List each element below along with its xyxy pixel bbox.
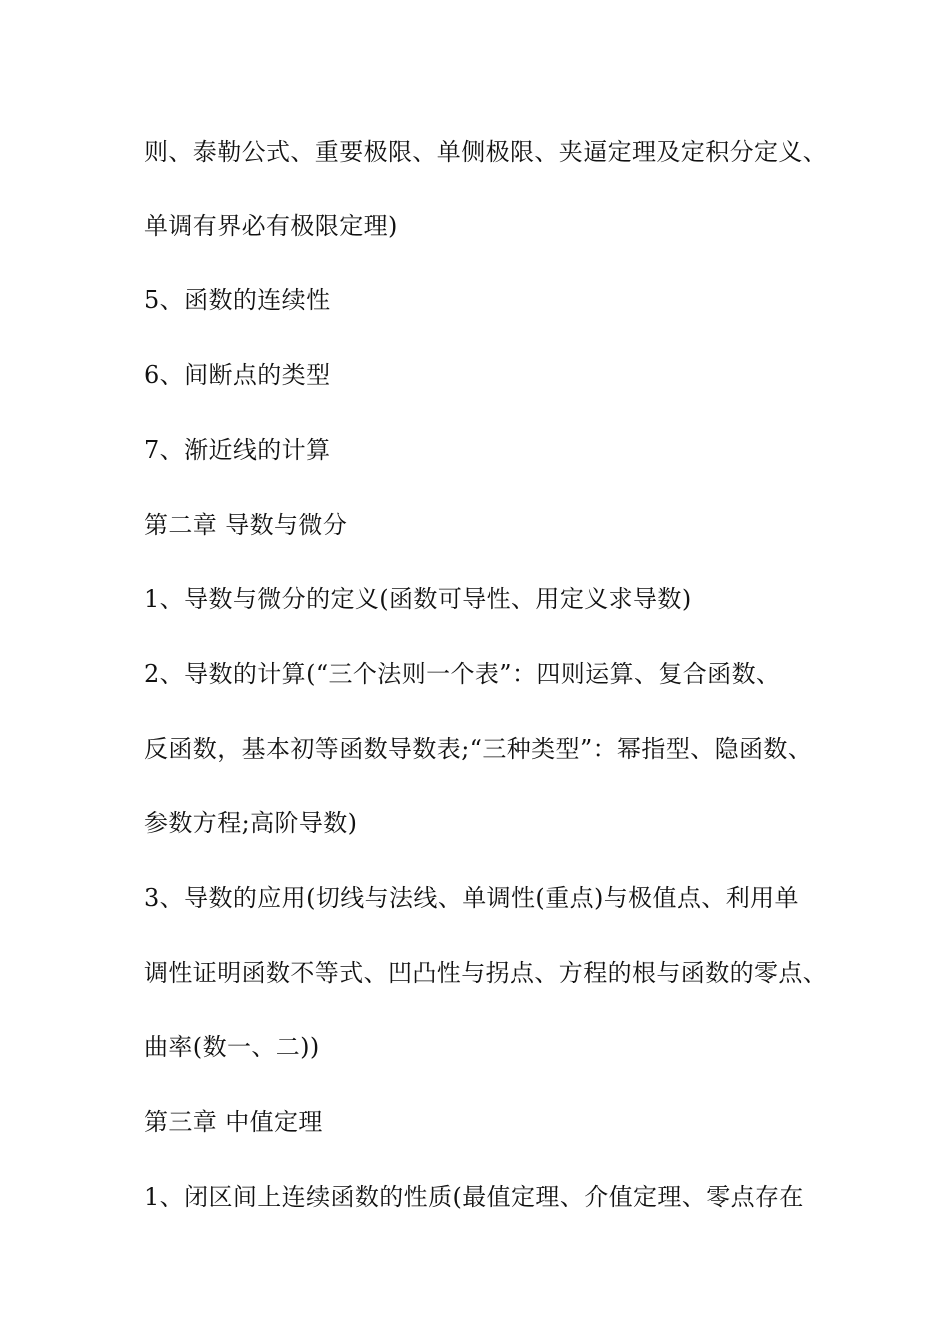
text-line: 则、泰勒公式、重要极限、单侧极限、夹逼定理及定积分定义、 [144, 138, 828, 166]
text-line: 反函数，基本初等函数导数表;“三种类型”：幂指型、隐函数、 [144, 735, 813, 763]
list-item: 1、导数与微分的定义(函数可导性、用定义求导数) [144, 585, 692, 613]
list-item: 7、渐近线的计算 [144, 436, 331, 464]
text-line: 单调有界必有极限定理) [144, 212, 398, 240]
list-item: 2、导数的计算(“三个法则一个表”：四则运算、复合函数、 [144, 660, 781, 688]
text-line: 调性证明函数不等式、凹凸性与拐点、方程的根与函数的零点、 [144, 959, 828, 987]
text-line: 曲率(数一、二)) [144, 1033, 320, 1061]
list-item: 5、函数的连续性 [144, 286, 331, 314]
list-item: 1、闭区间上连续函数的性质(最值定理、介值定理、零点存在 [144, 1183, 804, 1211]
list-item: 6、间断点的类型 [144, 361, 331, 389]
chapter-heading: 第二章 导数与微分 [144, 511, 348, 539]
list-item: 3、导数的应用(切线与法线、单调性(重点)与极值点、利用单 [144, 884, 799, 912]
chapter-heading: 第三章 中值定理 [144, 1108, 323, 1136]
text-line: 参数方程;高阶导数) [144, 809, 358, 837]
